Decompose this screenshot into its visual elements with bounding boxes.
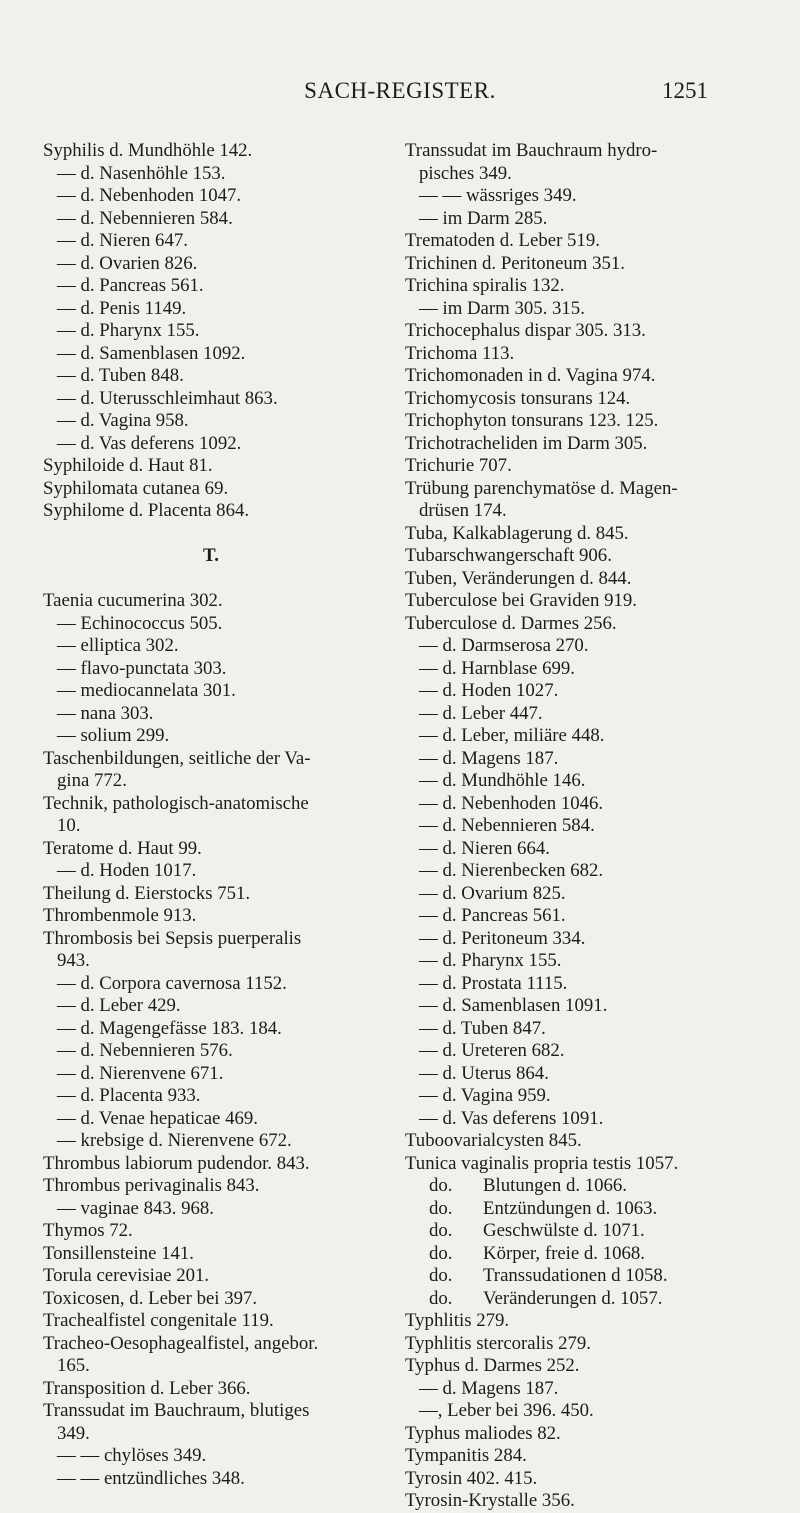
- index-entry: Trichurie 707.: [405, 455, 512, 476]
- index-entry: Trichomycosis tonsurans 124.: [405, 387, 631, 409]
- index-entry: Typhus d. Darmes 252.: [405, 1355, 580, 1376]
- index-entry: Typhus maliodes 82.: [405, 1422, 561, 1444]
- index-subentry: [405, 1175, 765, 1198]
- index-subentry: — d. Pharynx 155.: [57, 320, 200, 341]
- index-entry: Transposition d. Leber 366.: [43, 1377, 251, 1399]
- index-column-left: [43, 140, 379, 1490]
- index-subentry: — — entzündliches 348.: [57, 1467, 245, 1489]
- index-entry: Trichinen d. Peritoneum 351.: [405, 252, 625, 274]
- index-subentry: — — chylöses 349.: [57, 1445, 207, 1466]
- index-subentry-text: Blutungen d. 1066.: [483, 1175, 627, 1196]
- index-subentry: — d. Ovarien 826.: [57, 252, 198, 274]
- index-subentry: — d. Magengefässe 183. 184.: [57, 1017, 282, 1039]
- index-subentry: — d. Corpora cavernosa 1152.: [57, 972, 287, 994]
- index-subentry: — krebsige d. Nierenvene 672.: [57, 1130, 292, 1151]
- index-subentry: [405, 1265, 765, 1288]
- index-subentry: — d. Leber 429.: [57, 995, 181, 1016]
- index-subentry: — d. Mundhöhle 146.: [419, 770, 586, 791]
- index-entry: Trichophyton tonsurans 123. 125.: [405, 410, 659, 431]
- index-subentry: — d. Vagina 958.: [57, 410, 189, 431]
- index-subentry: — nana 303.: [57, 702, 154, 724]
- page-number: 1251: [662, 78, 708, 103]
- index-entry-continuation: 349.: [57, 1422, 90, 1444]
- index-subentry: — d. Leber, miliäre 448.: [419, 725, 605, 746]
- index-entry-continuation: gina 772.: [57, 770, 127, 791]
- index-entry: Trematoden d. Leber 519.: [405, 230, 600, 251]
- index-subentry: — d. Nieren 664.: [419, 837, 550, 859]
- index-entry: Thrombenmole 913.: [43, 905, 197, 926]
- index-entry: Technik, pathologisch-anatomische: [43, 792, 309, 814]
- index-subentry: — d. Nebenhoden 1046.: [419, 792, 604, 814]
- index-entry-continuation: 165.: [57, 1355, 90, 1376]
- index-subentry: — d. Tuben 848.: [57, 365, 184, 386]
- index-entry: Taschenbildungen, seitliche der Va-: [43, 747, 311, 769]
- index-subentry: [405, 1243, 765, 1266]
- index-subentry: — d. Nebennieren 584.: [57, 207, 233, 229]
- index-subentry: — elliptica 302.: [57, 635, 179, 656]
- index-subentry: — d. Pharynx 155.: [419, 950, 562, 971]
- index-entry: Thrombosis bei Sepsis puerperalis: [43, 927, 302, 949]
- index-subentry: — d. Pancreas 561.: [57, 275, 204, 296]
- index-subentry: — d. Penis 1149.: [57, 297, 187, 319]
- index-entry: Tracheo-Oesophagealfistel, angebor.: [43, 1332, 319, 1354]
- index-entry: Trichocephalus dispar 305. 313.: [405, 320, 646, 341]
- index-subentry: [405, 1220, 765, 1243]
- index-subentry: — im Darm 305. 315.: [419, 297, 585, 319]
- index-subentry: — Echinococcus 505.: [57, 612, 223, 634]
- index-subentry: — d. Uterus 864.: [419, 1062, 549, 1084]
- index-subentry-text: Transsudationen d 1058.: [483, 1265, 668, 1286]
- index-entry: Tuberculose bei Graviden 919.: [405, 590, 637, 611]
- index-subentry: — d. Vas deferens 1092.: [57, 432, 242, 454]
- index-subentry: — — wässriges 349.: [419, 185, 577, 206]
- index-entry: Taenia cucumerina 302.: [43, 590, 223, 611]
- index-subentry: — d. Uterusschleimhaut 863.: [57, 387, 278, 409]
- running-title: SACH-REGISTER.: [304, 78, 496, 103]
- index-subentry-text: Veränderungen d. 1057.: [483, 1287, 663, 1309]
- index-entry: Tuben, Veränderungen d. 844.: [405, 567, 632, 589]
- index-subentry: — d. Darmserosa 270.: [419, 635, 589, 656]
- index-entry: Tuberculose d. Darmes 256.: [405, 612, 617, 634]
- index-subentry: — d. Magens 187.: [419, 1377, 559, 1399]
- index-column-right: [405, 140, 765, 1513]
- index-entry: Thrombus labiorum pudendor. 843.: [43, 1152, 310, 1174]
- index-entry-continuation: 943.: [57, 950, 90, 971]
- index-subentry-text: Entzündungen d. 1063.: [483, 1197, 658, 1219]
- index-subentry: — d. Samenblasen 1091.: [419, 995, 608, 1016]
- index-entry-continuation: 10.: [57, 815, 81, 836]
- index-subentry: — d. Placenta 933.: [57, 1085, 201, 1106]
- index-entry: Tubarschwangerschaft 906.: [405, 545, 612, 566]
- index-subentry: — d. Leber 447.: [419, 702, 543, 724]
- index-entry: Trachealfistel congenitale 119.: [43, 1310, 274, 1331]
- index-subentry: — d. Vagina 959.: [419, 1085, 551, 1106]
- index-subentry: — d. Nierenbecken 682.: [419, 860, 604, 881]
- index-entry: Syphilome d. Placenta 864.: [43, 500, 250, 521]
- index-entry: Tonsillensteine 141.: [43, 1242, 195, 1264]
- ditto-mark: do.: [429, 1242, 453, 1264]
- index-entry: Trichomonaden in d. Vagina 974.: [405, 365, 656, 386]
- index-subentry: — d. Vas deferens 1091.: [419, 1107, 604, 1129]
- index-entry: Tyrosin 402. 415.: [405, 1467, 538, 1489]
- index-entry: Typhlitis 279.: [405, 1310, 510, 1331]
- index-subentry: — solium 299.: [57, 725, 170, 746]
- index-entry: Torula cerevisiae 201.: [43, 1265, 210, 1286]
- index-subentry: — im Darm 285.: [419, 207, 548, 229]
- index-subentry: — d. Peritoneum 334.: [419, 927, 586, 949]
- index-subentry: — d. Nieren 647.: [57, 230, 188, 251]
- index-entry: Teratome d. Haut 99.: [43, 837, 202, 859]
- index-subentry: — d. Hoden 1027.: [419, 680, 559, 701]
- index-entry: Tuboovarialcysten 845.: [405, 1130, 582, 1151]
- index-subentry: — d. Nebennieren 576.: [57, 1040, 233, 1061]
- index-subentry: — d. Nebenhoden 1047.: [57, 185, 242, 206]
- ditto-mark: do.: [429, 1287, 453, 1309]
- index-entry: Trübung parenchymatöse d. Magen-: [405, 477, 678, 499]
- index-subentry: — d. Ovarium 825.: [419, 882, 566, 904]
- index-entry: Trichoma 113.: [405, 342, 515, 364]
- ditto-mark: do.: [429, 1220, 453, 1241]
- index-subentry-text: Geschwülste d. 1071.: [483, 1220, 645, 1241]
- index-entry-continuation: pisches 349.: [419, 162, 512, 184]
- index-subentry: — d. Pancreas 561.: [419, 905, 566, 926]
- index-entry: Syphilis d. Mundhöhle 142.: [43, 140, 253, 161]
- index-entry: Syphilomata cutanea 69.: [43, 477, 229, 499]
- index-subentry: — d. Nebennieren 584.: [419, 815, 595, 836]
- index-subentry: — d. Magens 187.: [419, 747, 559, 769]
- index-subentry: —, Leber bei 396. 450.: [419, 1400, 594, 1421]
- index-subentry: — d. Hoden 1017.: [57, 860, 197, 881]
- index-entry: Trichotracheliden im Darm 305.: [405, 432, 648, 454]
- index-entry: Theilung d. Eierstocks 751.: [43, 882, 251, 904]
- index-subentry: — flavo-punctata 303.: [57, 657, 227, 679]
- index-subentry: [405, 1198, 765, 1221]
- page-header: [0, 78, 800, 118]
- section-letter-heading: T.: [202, 545, 219, 566]
- index-subentry: — d. Nierenvene 671.: [57, 1062, 224, 1084]
- index-subentry: — d. Ureteren 682.: [419, 1040, 565, 1061]
- index-subentry: — vaginae 843. 968.: [57, 1197, 214, 1219]
- index-subentry: — d. Tuben 847.: [419, 1017, 546, 1039]
- index-entry: Tunica vaginalis propria testis 1057.: [405, 1152, 679, 1174]
- index-subentry: — d. Venae hepaticae 469.: [57, 1107, 258, 1129]
- spacer: [43, 568, 379, 591]
- index-subentry-text: Körper, freie d. 1068.: [483, 1242, 645, 1264]
- index-entry: Tuba, Kalkablagerung d. 845.: [405, 522, 629, 544]
- index-entry: Tyrosin-Krystalle 356.: [405, 1490, 575, 1511]
- index-subentry: — mediocannelata 301.: [57, 680, 236, 701]
- index-entry: Transsudat im Bauchraum, blutiges: [43, 1400, 310, 1421]
- ditto-mark: do.: [429, 1265, 453, 1286]
- index-subentry: — d. Samenblasen 1092.: [57, 342, 246, 364]
- index-entry: Trichina spiralis 132.: [405, 275, 565, 296]
- index-subentry: [405, 1288, 765, 1311]
- index-entry: Tympanitis 284.: [405, 1445, 527, 1466]
- index-subentry: — d. Harnblase 699.: [419, 657, 575, 679]
- index-entry-continuation: drüsen 174.: [419, 500, 507, 521]
- ditto-mark: do.: [429, 1197, 453, 1219]
- index-entry: Toxicosen, d. Leber bei 397.: [43, 1287, 258, 1309]
- index-entry: Transsudat im Bauchraum hydro-: [405, 140, 658, 161]
- ditto-mark: do.: [429, 1175, 453, 1196]
- index-entry: Thrombus perivaginalis 843.: [43, 1175, 260, 1196]
- index-entry: Thymos 72.: [43, 1220, 133, 1241]
- index-entry: Syphiloide d. Haut 81.: [43, 455, 213, 476]
- index-entry: Typhlitis stercoralis 279.: [405, 1332, 591, 1354]
- index-subentry: — d. Nasenhöhle 153.: [57, 162, 226, 184]
- index-subentry: — d. Prostata 1115.: [419, 972, 568, 994]
- spacer: [43, 523, 379, 546]
